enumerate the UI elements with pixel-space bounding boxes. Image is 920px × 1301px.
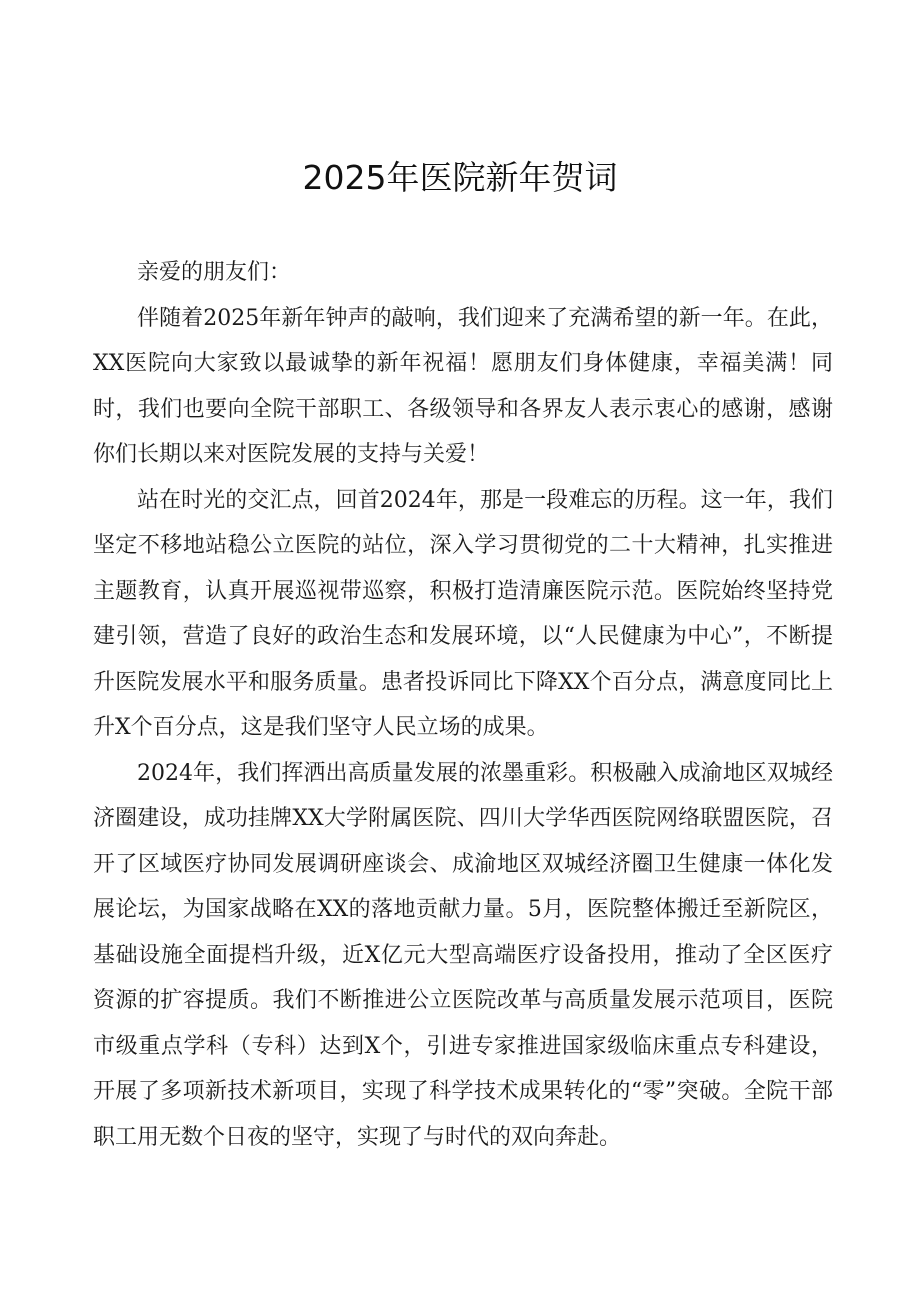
salutation: 亲爱的朋友们： [137,260,292,285]
document-body [93,250,833,1160]
paragraph-greeting: 伴随着2025年新年钟声的敲响，我们迎来了充满希望的新一年。在此，XX医院向大家致以最诚挚的新年祝福！愿朋友们身体健康，幸福美满！同时，我们也要向全院干部职工、各级领导和各界友人表示衷心的感谢，感谢你们长期以来对医院发展的支持与关爱！ [93,305,833,467]
paragraph-review-2024: 站在时光的交汇点，回首2024年，那是一段难忘的历程。这一年，我们坚定不移地站稳公立医院的站位，深入学习贯彻党的二十大精神，扎实推进主题教育，认真开展巡视带巡察，积极打造清廉医院示范。医院始终坚持党建引领，营造了良好的政治生态和发展环境，以“人民健康为中心”，不断提升医院发展水平和服务质量。患者投诉同比下降XX个百分点，满意度同比上升X个百分点，这是我们坚守人民立场的成果。 [93,487,833,740]
document-title: 2025年医院新年贺词 [302,158,618,197]
paragraph-development-2024: 2024年，我们挥洒出高质量发展的浓墨重彩。积极融入成渝地区双城经济圈建设，成功挂牌XX大学附属医院、四川大学华西医院网络联盟医院，召开了区域医疗协同发展调研座谈会、成渝地区双城经济圈卫生健康一体化发展论坛，为国家战略在XX的落地贡献力量。5月，医院整体搬迁至新院区，基础设施全面提档升级，近X亿元大型高端医疗设备投用，推动了全区医疗资源的扩容提质。我们不断推进公立医院改革与高质量发展示范项目，医院市级重点学科（专科）达到X个，引进专家推进国家级临床重点专科建设，开展了多项新技术新项目，实现了科学技术成果转化的“零”突破。全院干部职工用无数个日夜的坚守，实现了与时代的双向奔赴。 [93,760,833,1150]
